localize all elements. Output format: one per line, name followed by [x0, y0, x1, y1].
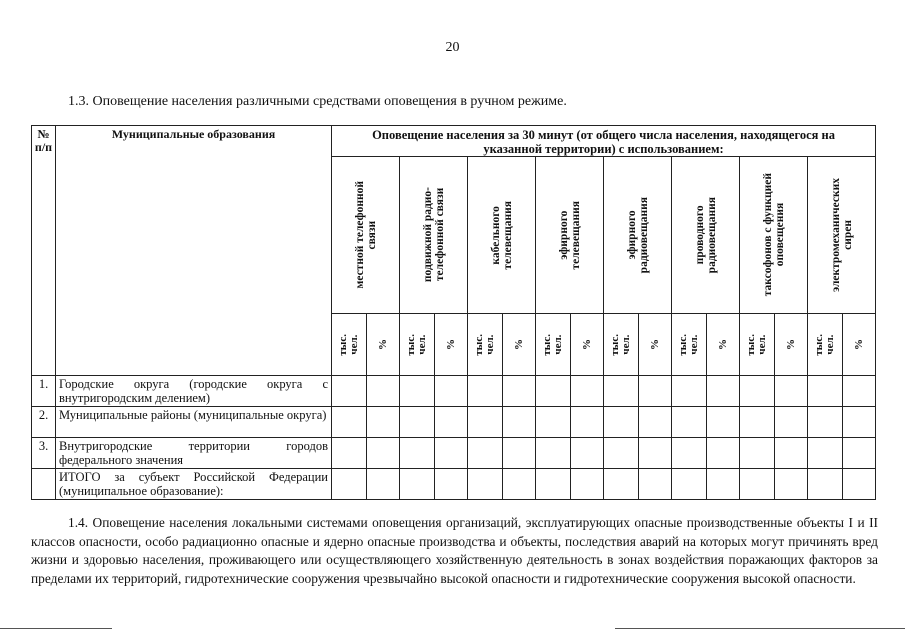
mean-header [332, 157, 400, 314]
empty-cell [843, 407, 876, 438]
col-header-number: № п/п [32, 126, 56, 376]
unit-wrap [367, 339, 399, 350]
unit-wrap [332, 334, 366, 356]
empty-cell [435, 376, 468, 407]
empty-cell [468, 469, 503, 500]
empty-cell [775, 376, 808, 407]
empty-cell [604, 438, 639, 469]
empty-cell [707, 469, 740, 500]
empty-cell [468, 407, 503, 438]
unit-wrap [571, 339, 603, 350]
empty-cell [400, 438, 435, 469]
unit-percent [435, 314, 468, 376]
empty-cell [808, 407, 843, 438]
unit-wrap [536, 334, 570, 356]
row-number: 3. [32, 438, 56, 469]
unit-percent [843, 314, 876, 376]
row-number: 2. [32, 407, 56, 438]
unit-wrap [435, 339, 467, 350]
mean-header-wrap [536, 201, 603, 270]
mean-label: электромеханических сирен [829, 178, 854, 292]
empty-cell [400, 469, 435, 500]
mean-label: подвижной радио- телефонной связи [421, 187, 446, 283]
paragraph-1-4: 1.4. Оповещение населения локальными системами оповещения организаций, эксплуатирующих опасные производственные объекты I и II классов опасности, особо радиационно опасные и ядерно опасные производства и объекты, последствия аварий на которых могут причинять вред жизни и здоровью населения, проживающего или осуществляющего хозяйственную деятельность в зонах воздействия поражающих факторов за пределами их территорий, гидротехнические сооружения чрезвычайно высокой опасности и гидротехнические сооружения высокой опасности. [31, 515, 878, 586]
empty-cell [468, 438, 503, 469]
empty-cell [536, 438, 571, 469]
row-number: 1. [32, 376, 56, 407]
empty-cell [740, 469, 775, 500]
mean-header-wrap [332, 181, 399, 289]
mean-header [400, 157, 468, 314]
empty-cell [571, 407, 604, 438]
mean-header [808, 157, 876, 314]
unit-pct-label: % [648, 339, 661, 350]
unit-abs-label: тыс. чел. [473, 333, 496, 356]
empty-cell [400, 407, 435, 438]
page-edge-line [615, 628, 905, 629]
unit-wrap [843, 339, 875, 350]
mean-header-wrap [468, 201, 535, 270]
mean-header [740, 157, 808, 314]
empty-cell [808, 469, 843, 500]
empty-cell [571, 376, 604, 407]
unit-percent [775, 314, 808, 376]
mean-header-wrap [604, 197, 671, 273]
total-label: ИТОГО за субъект Российской Федерации (муниципальное образование): [56, 469, 332, 500]
empty-cell [775, 407, 808, 438]
empty-cell [639, 407, 672, 438]
empty-cell [672, 469, 707, 500]
empty-cell [604, 407, 639, 438]
unit-abs-label: тыс. чел. [405, 333, 428, 356]
empty-cell [740, 376, 775, 407]
empty-cell [367, 407, 400, 438]
empty-cell [775, 438, 808, 469]
unit-wrap [503, 339, 535, 350]
mean-header [536, 157, 604, 314]
page-number: 20 [445, 40, 460, 55]
empty-cell [808, 376, 843, 407]
empty-cell [707, 407, 740, 438]
empty-cell [332, 376, 367, 407]
empty-cell [740, 438, 775, 469]
unit-abs-label: тыс. чел. [609, 333, 632, 356]
unit-thousand-people [400, 314, 435, 376]
empty-cell [707, 376, 740, 407]
unit-wrap [808, 334, 842, 356]
empty-cell [536, 469, 571, 500]
unit-abs-label: тыс. чел. [677, 333, 700, 356]
empty-cell [843, 376, 876, 407]
mean-label: эфирного телевещания [557, 200, 582, 270]
empty-cell [468, 376, 503, 407]
unit-thousand-people [808, 314, 843, 376]
empty-cell [672, 438, 707, 469]
mean-header [468, 157, 536, 314]
mean-label: кабельного телевещания [489, 200, 514, 270]
unit-thousand-people [740, 314, 775, 376]
empty-cell [435, 438, 468, 469]
mean-label: таксофонов с функцией оповещения [761, 173, 786, 297]
empty-cell [503, 407, 536, 438]
empty-cell [503, 376, 536, 407]
unit-abs-label: тыс. чел. [541, 333, 564, 356]
unit-percent [571, 314, 604, 376]
group-header: Оповещение населения за 30 минут (от общего числа населения, находящегося на указанной территории) с использованием: [332, 126, 876, 157]
empty-cell [672, 407, 707, 438]
unit-abs-label: тыс. чел. [745, 333, 768, 356]
unit-pct-label: % [376, 339, 389, 350]
unit-abs-label: тыс. чел. [813, 333, 836, 356]
mean-label: проводного радиовещания [693, 196, 718, 274]
unit-percent [707, 314, 740, 376]
row-name: Внутригородские территории городов федерального значения [56, 438, 332, 469]
empty-cell [435, 407, 468, 438]
page-edge-line [0, 628, 112, 629]
empty-cell [503, 469, 536, 500]
unit-thousand-people [332, 314, 367, 376]
empty-cell [808, 438, 843, 469]
table-row [32, 376, 876, 407]
empty-cell [332, 469, 367, 500]
mean-header-wrap [672, 197, 739, 273]
table-row [32, 438, 876, 469]
empty-cell [571, 438, 604, 469]
empty-cell [367, 438, 400, 469]
unit-wrap [775, 339, 807, 350]
empty-cell [536, 376, 571, 407]
mean-header [604, 157, 672, 314]
empty-cell [639, 438, 672, 469]
empty-cell [843, 438, 876, 469]
empty-cell [707, 438, 740, 469]
empty-cell [332, 438, 367, 469]
section-title: 1.3. Оповещение населения различными средствами оповещения в ручном режиме. [68, 94, 567, 109]
unit-wrap [604, 334, 638, 356]
empty-cell [639, 469, 672, 500]
unit-percent [639, 314, 672, 376]
mean-header-wrap [740, 173, 807, 296]
empty-cell [332, 407, 367, 438]
unit-pct-label: % [444, 339, 457, 350]
row-name: Муниципальные районы (муниципальные округа) [56, 407, 332, 438]
mean-header [672, 157, 740, 314]
empty-cell [775, 469, 808, 500]
mean-label: местной телефонной связи [353, 181, 378, 289]
table-row [32, 407, 876, 438]
mean-label: эфирного радиовещания [625, 196, 650, 274]
empty-cell [536, 407, 571, 438]
empty-cell [571, 469, 604, 500]
total-number [32, 469, 56, 500]
unit-wrap [468, 334, 502, 356]
row-name: Городские округа (городские округа с внутригородским делением) [56, 376, 332, 407]
unit-pct-label: % [716, 339, 729, 350]
unit-percent [367, 314, 400, 376]
unit-thousand-people [604, 314, 639, 376]
empty-cell [604, 469, 639, 500]
unit-pct-label: % [512, 339, 525, 350]
unit-abs-label: тыс. чел. [337, 333, 360, 356]
unit-thousand-people [672, 314, 707, 376]
empty-cell [672, 376, 707, 407]
empty-cell [740, 407, 775, 438]
empty-cell [367, 469, 400, 500]
unit-pct-label: % [852, 339, 865, 350]
col-header-municipal: Муниципальные образования [56, 126, 332, 376]
mean-header-wrap [808, 178, 875, 292]
unit-wrap [672, 334, 706, 356]
unit-percent [503, 314, 536, 376]
unit-pct-label: % [784, 339, 797, 350]
empty-cell [400, 376, 435, 407]
mean-header-wrap [400, 187, 467, 282]
unit-thousand-people [468, 314, 503, 376]
notification-table [31, 125, 876, 500]
total-row [32, 469, 876, 500]
unit-wrap [707, 339, 739, 350]
unit-wrap [400, 334, 434, 356]
empty-cell [604, 376, 639, 407]
unit-pct-label: % [580, 339, 593, 350]
empty-cell [503, 438, 536, 469]
unit-thousand-people [536, 314, 571, 376]
unit-wrap [740, 334, 774, 356]
unit-wrap [639, 339, 671, 350]
empty-cell [843, 469, 876, 500]
empty-cell [435, 469, 468, 500]
empty-cell [639, 376, 672, 407]
empty-cell [367, 376, 400, 407]
